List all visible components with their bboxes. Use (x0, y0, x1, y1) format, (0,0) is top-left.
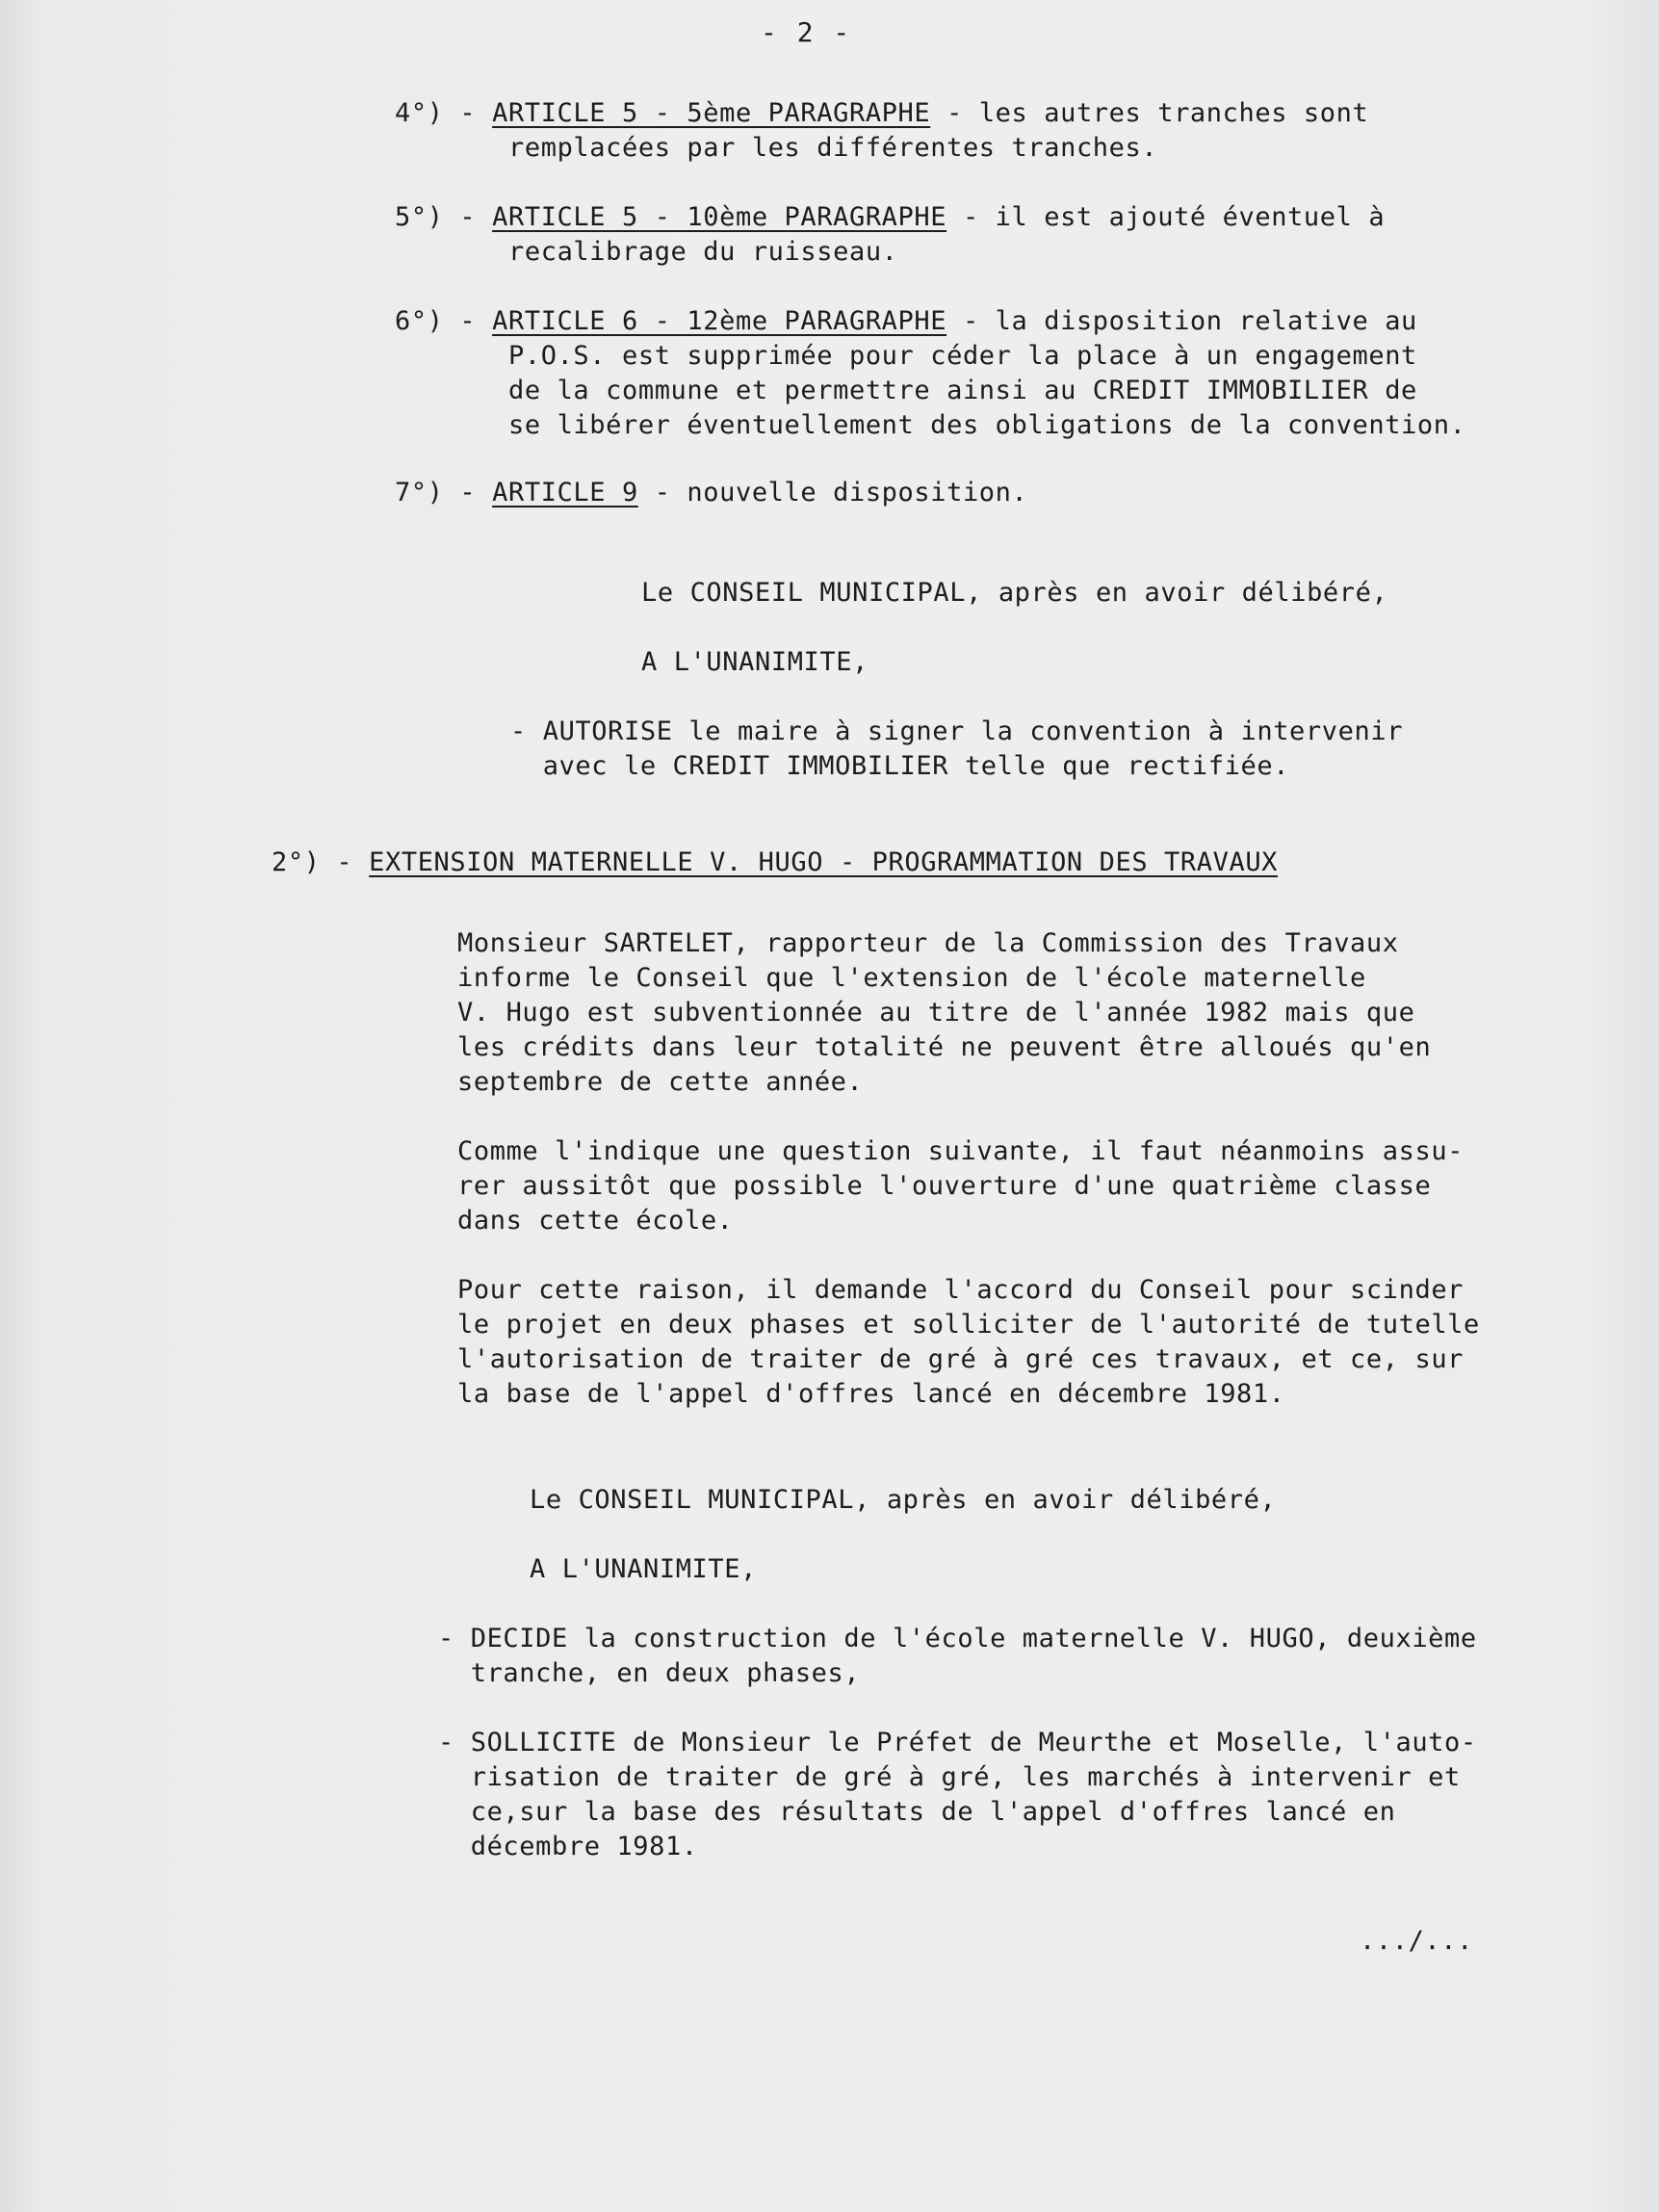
continuation-mark: .../... (1360, 1926, 1473, 1956)
item-6-first-line (395, 304, 1417, 339)
item-5-text: - il est ajouté éventuel à (946, 202, 1386, 232)
item-4-continuation: remplacées par les différentes tranches. (508, 133, 1158, 163)
decision-2-intro: Le CONSEIL MUNICIPAL, après en avoir délibéré, (530, 1485, 1277, 1515)
paragraph-line: septembre de cette année. (457, 1067, 864, 1097)
item-4-number: 4°) - (395, 98, 493, 128)
paragraph-line: les crédits dans leur totalité ne peuvent être alloués qu'en (457, 1032, 1432, 1062)
item-5-heading: ARTICLE 5 - 10ème PARAGRAPHE (492, 202, 947, 232)
item-7-number: 7°) - (395, 478, 493, 507)
decision-2-bullet-line: tranche, en deux phases, (438, 1658, 861, 1688)
item-6-continuation: se libérer éventuellement des obligations de la convention. (508, 410, 1466, 440)
section-2-heading (272, 846, 1278, 880)
decision-2-bullet-line: risation de traiter de gré à gré, les marchés à intervenir et (438, 1762, 1461, 1792)
item-6-number: 6°) - (395, 306, 493, 336)
item-4-text: - les autres tranches sont (930, 98, 1369, 128)
item-5-first-line (395, 200, 1385, 235)
decision-1-bullet-line: - AUTORISE le maire à signer la convention à intervenir (510, 716, 1404, 746)
item-6-heading: ARTICLE 6 - 12ème PARAGRAPHE (492, 306, 947, 336)
paragraph-line: rer aussitôt que possible l'ouverture d'une quatrième classe (457, 1171, 1432, 1201)
paragraph-line: Pour cette raison, il demande l'accord du Conseil pour scinder (457, 1275, 1465, 1305)
item-7-first-line (395, 476, 1027, 510)
item-6-continuation: P.O.S. est supprimée pour céder la place à un engagement (508, 341, 1417, 371)
paragraph-line: dans cette école. (457, 1206, 734, 1236)
decision-1-vote: A L'UNANIMITE, (641, 647, 868, 677)
section-2-number: 2°) - (272, 847, 370, 877)
decision-2-bullet-line: ce,sur la base des résultats de l'appel d'offres lancé en (438, 1797, 1396, 1827)
item-6-continuation: de la commune et permettre ainsi au CREDIT IMMOBILIER de (508, 376, 1417, 405)
paragraph-line: Comme l'indique une question suivante, il faut néanmoins assu- (457, 1136, 1465, 1166)
decision-2-bullet-line: - SOLLICITE de Monsieur le Préfet de Meurthe et Moselle, l'auto- (438, 1728, 1477, 1757)
page-number: - 2 - (761, 16, 852, 48)
item-4-heading: ARTICLE 5 - 5ème PARAGRAPHE (492, 98, 931, 128)
item-4-first-line (395, 96, 1368, 131)
paragraph-line: l'autorisation de traiter de gré à gré ces travaux, et ce, sur (457, 1344, 1465, 1374)
item-7-heading: ARTICLE 9 (492, 478, 638, 507)
paragraph-line: informe le Conseil que l'extension de l'école maternelle (457, 963, 1366, 993)
decision-2-bullet-line: - DECIDE la construction de l'école maternelle V. HUGO, deuxième (438, 1624, 1477, 1653)
decision-2-bullet-line: décembre 1981. (438, 1832, 698, 1861)
item-7-text: - nouvelle disposition. (637, 478, 1028, 507)
paragraph-line: Monsieur SARTELET, rapporteur de la Commission des Travaux (457, 928, 1399, 958)
paragraph-line: le projet en deux phases et solliciter de l'autorité de tutelle (457, 1310, 1480, 1340)
section-2-title: EXTENSION MATERNELLE V. HUGO - PROGRAMMATION DES TRAVAUX (369, 847, 1279, 877)
decision-1-bullet-line: avec le CREDIT IMMOBILIER telle que rectifiée. (510, 751, 1290, 781)
decision-1-intro: Le CONSEIL MUNICIPAL, après en avoir délibéré, (641, 578, 1388, 608)
item-5-continuation: recalibrage du ruisseau. (508, 237, 898, 267)
item-6-text: - la disposition relative au (946, 306, 1417, 336)
paragraph-line: la base de l'appel d'offres lancé en décembre 1981. (457, 1379, 1285, 1409)
decision-2-vote: A L'UNANIMITE, (530, 1554, 757, 1584)
paragraph-line: V. Hugo est subventionnée au titre de l'année 1982 mais que (457, 998, 1415, 1028)
item-5-number: 5°) - (395, 202, 493, 232)
